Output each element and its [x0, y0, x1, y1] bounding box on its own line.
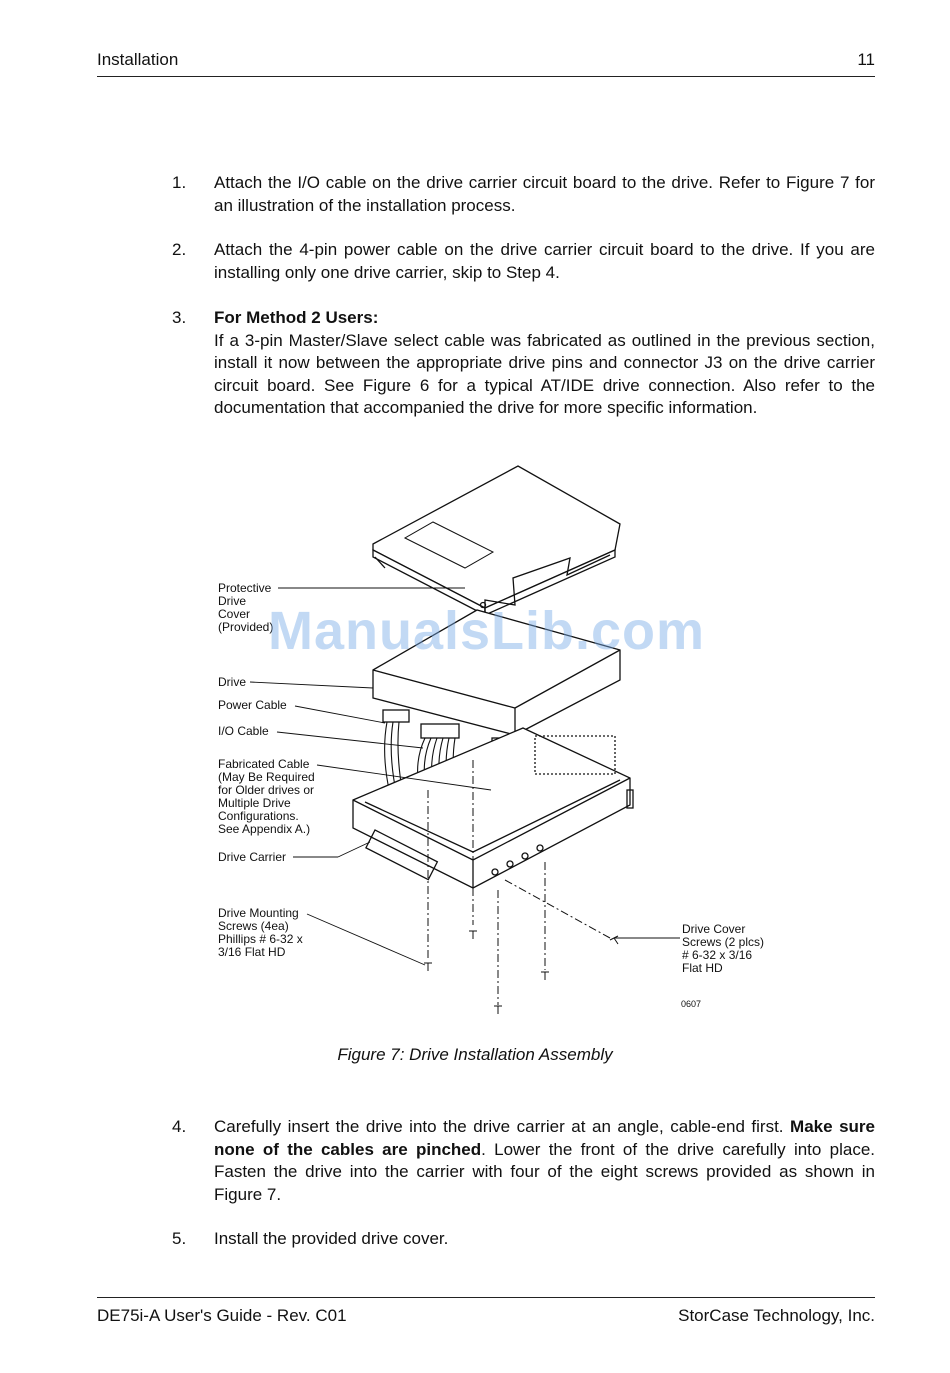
svg-text:Fabricated Cable(May Be Requir: [218, 757, 315, 836]
step-number: 5.: [172, 1229, 187, 1248]
label-mount-3: Phillips # 6-32 x: [218, 932, 303, 946]
label-cover-3: Cover: [218, 607, 251, 621]
label-fab-2: (May Be Required: [218, 770, 315, 784]
page-header: [97, 50, 875, 77]
step-text-cont: . Lower the front of the drive carefully into place. Fasten the drive into the carrier with four of the eight screws provided as shown in Figure 7.: [214, 1139, 875, 1204]
header-page-number: 11: [857, 50, 875, 69]
label-cover-screws-2: Screws (2 plcs): [682, 935, 765, 949]
svg-text:ProtectiveDriveCover(Provided): [218, 581, 273, 634]
step-number: 1.: [172, 173, 187, 192]
footer-company: StorCase Technology, Inc.: [678, 1306, 875, 1325]
label-drive: Drive: [218, 675, 247, 689]
label-cover-1: Protective: [218, 581, 272, 595]
step-text: Attach the I/O cable on the drive carrier circuit board to the drive. Refer to Figure 7 for an illustration of the installation process.: [214, 173, 875, 215]
step-heading: For Method 2 Users:: [214, 308, 379, 327]
svg-text:Drive MountingScrews (4ea)Phil: [218, 906, 303, 959]
figure-caption: Figure 7: Drive Installation Assembly: [337, 1045, 613, 1064]
label-fab-3: for Older drives or: [218, 783, 315, 797]
label-drive-carrier: Drive Carrier: [218, 850, 287, 864]
svg-text:Drive CoverScrews (2 plcs)# 6-: [682, 922, 764, 975]
label-mount-2: Screws (4ea): [218, 919, 289, 933]
label-cover-screws-4: Flat HD: [682, 961, 723, 975]
step-number: 2.: [172, 240, 187, 259]
protective-cover-illustration: [373, 466, 620, 615]
label-power-cable: Power Cable: [218, 698, 287, 712]
footer-document-title: DE75i-A User's Guide - Rev. C01: [97, 1306, 347, 1325]
step-text: Attach the 4-pin power cable on the drive carrier circuit board to the drive. If you are installing only one drive carrier, skip to Step 4.: [214, 240, 875, 282]
step-3: [172, 307, 875, 420]
watermark: ManualsLib.com: [268, 601, 706, 661]
figure-code: 0607: [681, 999, 702, 1009]
label-io-cable: I/O Cable: [218, 724, 269, 738]
label-cover-screws-3: # 6-32 x 3/16: [682, 948, 753, 962]
step-text: Carefully insert the drive into the drive carrier at an angle, cable-end first.: [214, 1117, 791, 1136]
header-section-title: Installation: [97, 50, 179, 69]
drive-carrier-illustration: [353, 728, 633, 888]
label-fab-5: Configurations.: [218, 809, 299, 823]
step-2: [172, 239, 875, 284]
step-number: 4.: [172, 1117, 187, 1136]
step-text: If a 3-pin Master/Slave select cable was fabricated as outlined in the previous section, install it now between the appropriate drive pins and connector J3 on the drive carrier circuit board. See Figure 6 for a typical AT/IDE drive connection. Also refer to the documentation that accompanied the drive for more specific information.: [214, 330, 875, 417]
drive-installation-figure: [205, 460, 785, 1025]
label-mount-1: Drive Mounting: [218, 906, 299, 920]
label-fab-4: Multiple Drive: [218, 796, 291, 810]
step-bold-warning: Make sure none of the cables are pinched: [214, 1117, 875, 1159]
page-footer: [97, 1297, 875, 1328]
step-5: [172, 1228, 875, 1251]
step-4: [172, 1116, 875, 1206]
label-cover-screws-1: Drive Cover: [682, 922, 746, 936]
label-cover-4: (Provided): [218, 620, 274, 634]
step-number: 3.: [172, 308, 187, 327]
label-fab-1: Fabricated Cable: [218, 757, 310, 771]
label-fab-6: See Appendix A.): [218, 822, 311, 836]
label-mount-4: 3/16 Flat HD: [218, 945, 286, 959]
step-text: Install the provided drive cover.: [214, 1229, 449, 1248]
step-1: [172, 172, 875, 217]
label-cover-2: Drive: [218, 594, 247, 608]
